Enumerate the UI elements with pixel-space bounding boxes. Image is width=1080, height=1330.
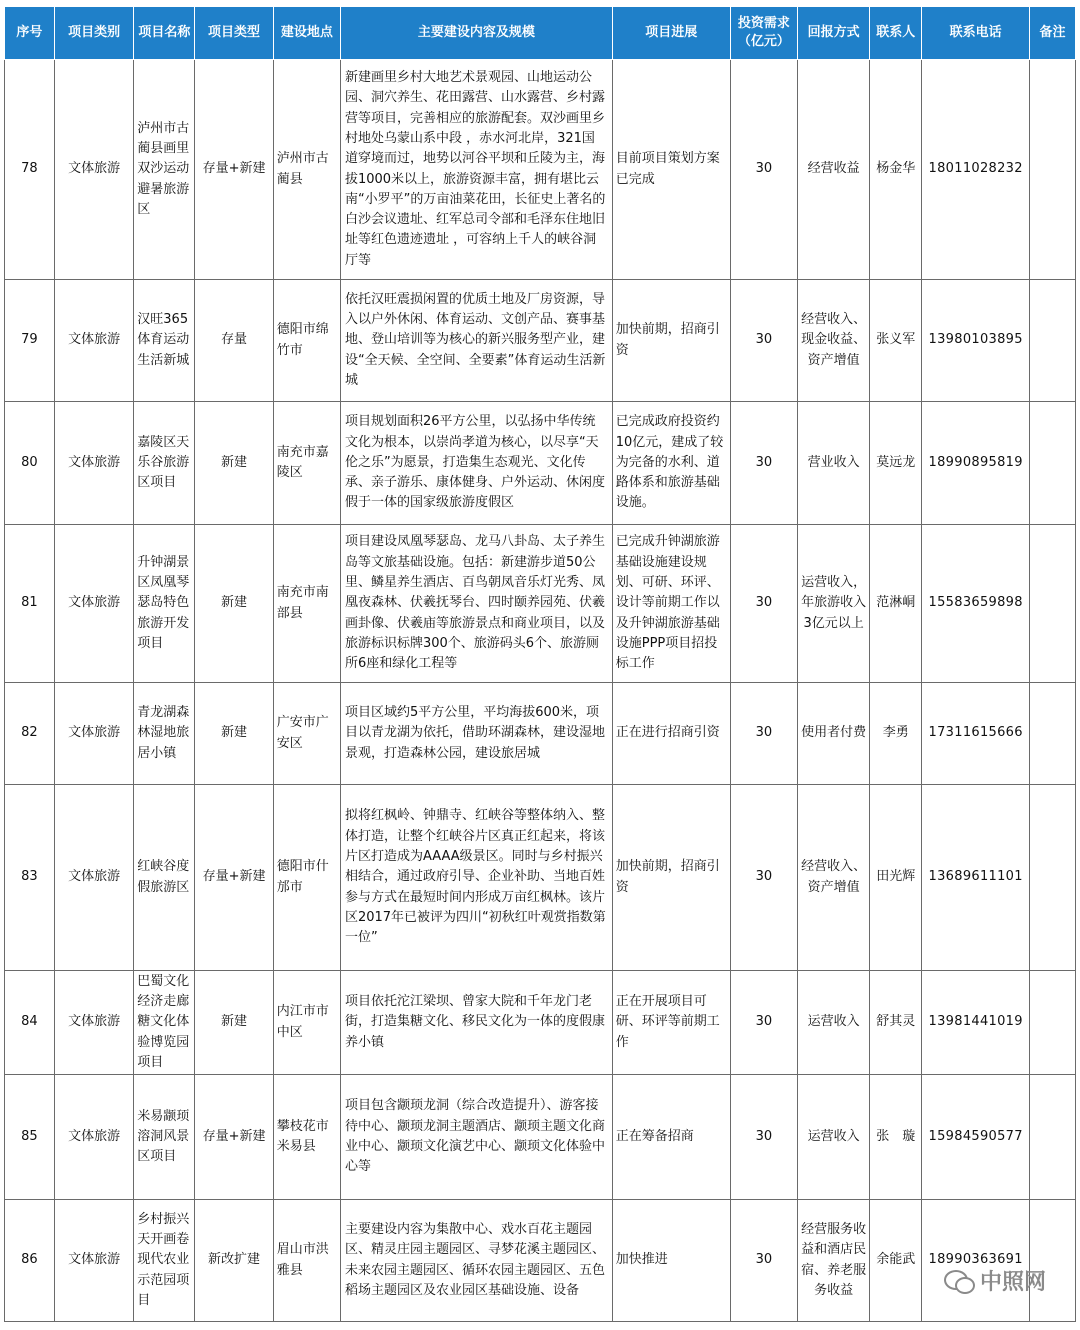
cell-investment: 30 — [730, 1200, 797, 1322]
cell-contact: 杨金华 — [870, 60, 922, 280]
cell-contact: 余能武 — [870, 1200, 922, 1322]
table-row — [5, 683, 1076, 785]
cell-phone: 18011028232 — [922, 60, 1030, 280]
table-row — [5, 1200, 1076, 1322]
cell-phone: 18990895819 — [922, 402, 1030, 525]
cell-contact: 舒其灵 — [870, 971, 922, 1075]
cell-phone: 17311615666 — [922, 683, 1030, 785]
cell-return: 经营收入、现金收益、资产增值 — [798, 280, 870, 402]
cell-return: 运营收入 — [798, 971, 870, 1075]
cell-content: 项目建设凤凰琴瑟岛、龙马八卦岛、太子养生岛等文旅基础设施。包括：新建游步道50公里、鳞星养生酒店、百鸟朝凤音乐灯光秀、凤凰夜森林、伏羲抚琴台、四时颐养园苑、伏羲画卦像、伏羲庙等旅游景点和商业项目，以及旅游标识标牌300个、旅游码头6个、旅游厕所6座和绿化工程等 — [340, 525, 612, 683]
cell-no: 80 — [5, 402, 55, 525]
cell-contact: 田光辉 — [870, 785, 922, 971]
header-name: 项目名称 — [134, 7, 195, 60]
cell-note — [1030, 971, 1076, 1075]
header-category: 项目类别 — [54, 7, 133, 60]
cell-type: 新建 — [195, 683, 273, 785]
cell-contact: 莫远龙 — [870, 402, 922, 525]
cell-category: 文体旅游 — [54, 525, 133, 683]
cell-phone: 13689611101 — [922, 785, 1030, 971]
cell-location: 德阳市什邡市 — [273, 785, 340, 971]
cell-return: 运营收入，年旅游收入3亿元以上 — [798, 525, 870, 683]
cell-name: 乡村振兴天开画卷现代农业示范园项目 — [134, 1200, 195, 1322]
cell-contact: 张义军 — [870, 280, 922, 402]
cell-note — [1030, 280, 1076, 402]
cell-name: 红峡谷度假旅游区 — [134, 785, 195, 971]
cell-type: 存量+新建 — [195, 1075, 273, 1200]
cell-location: 南充市南部县 — [273, 525, 340, 683]
cell-type: 新建 — [195, 525, 273, 683]
cell-no: 85 — [5, 1075, 55, 1200]
table-row — [5, 60, 1076, 280]
cell-content: 项目依托沱江梁坝、曾家大院和千年龙门老街，打造集糖文化、移民文化为一体的度假康养小镇 — [340, 971, 612, 1075]
cell-contact: 范淋峒 — [870, 525, 922, 683]
cell-content: 项目包含颛顼龙洞（综合改造提升）、游客接待中心、颛顼龙洞主题酒店、颛顼主题文化商业中心、颛顼文化演艺中心、颛顼文化体验中心等 — [340, 1075, 612, 1200]
cell-investment: 30 — [730, 971, 797, 1075]
cell-content: 项目规划面积26平方公里，以弘扬中华传统文化为根本，以崇尚孝道为核心，以尽享“天伦之乐”为愿景，打造集生态观光、文化传承、亲子游乐、康体健身、户外运动、休闲度假于一体的国家级旅游度假区 — [340, 402, 612, 525]
cell-location: 攀枝花市米易县 — [273, 1075, 340, 1200]
cell-return: 运营收入 — [798, 1075, 870, 1200]
table-row — [5, 525, 1076, 683]
cell-return: 营业收入 — [798, 402, 870, 525]
cell-no: 84 — [5, 971, 55, 1075]
watermark — [944, 1265, 1046, 1296]
cell-type: 存量+新建 — [195, 60, 273, 280]
cell-progress: 目前项目策划方案已完成 — [612, 60, 730, 280]
cell-name: 嘉陵区天乐谷旅游区项目 — [134, 402, 195, 525]
cell-phone: 18990363691 — [922, 1200, 1030, 1322]
cell-content: 拟将红枫岭、钟鼎寺、红峡谷等整体纳入、整体打造，让整个红峡谷片区真正红起来，将该片区打造成为AAAA级景区。同时与乡村振兴相结合，通过政府引导、企业补助、当地百姓参与方式在最短时间内形成万亩红枫林。该片区2017年已被评为四川“初秋红叶观赏指数第一位” — [340, 785, 612, 971]
cell-note — [1030, 1200, 1076, 1322]
cell-progress: 正在进行招商引资 — [612, 683, 730, 785]
project-table — [4, 6, 1076, 1322]
header-row — [5, 7, 1076, 60]
cell-name: 泸州市古蔺县画里双沙运动避暑旅游区 — [134, 60, 195, 280]
cell-note — [1030, 1075, 1076, 1200]
cell-return: 经营收入、资产增值 — [798, 785, 870, 971]
cell-location: 内江市市中区 — [273, 971, 340, 1075]
cell-progress: 已完成升钟湖旅游基础设施建设规划、可研、环评、设计等前期工作以及升钟湖旅游基础设施PPP项目招投标工作 — [612, 525, 730, 683]
header-contact: 联系人 — [870, 7, 922, 60]
header-note: 备注 — [1030, 7, 1076, 60]
table-row — [5, 402, 1076, 525]
cell-category: 文体旅游 — [54, 280, 133, 402]
table-row — [5, 785, 1076, 971]
cell-content: 新建画里乡村大地艺术景观园、山地运动公园、洞穴养生、花田露营、山水露营、乡村露营等项目，完善相应的旅游配套。双沙画里乡村地处乌蒙山系中段 ，赤水河北岸，321国道穿境而过，地势以河谷平坝和丘陵为主，海拔1000米以上，旅游资源丰富，拥有堪比云南“小罗平”的万亩油菜花田，长征史上著名的白沙会议遗址、红军总司令部和毛泽东住地旧址等红色遗迹遗址 ，可容纳上千人的峡谷洞厅等 — [340, 60, 612, 280]
cell-location: 眉山市洪雅县 — [273, 1200, 340, 1322]
cell-type: 新建 — [195, 402, 273, 525]
cell-note — [1030, 785, 1076, 971]
header-content: 主要建设内容及规模 — [340, 7, 612, 60]
cell-investment: 30 — [730, 683, 797, 785]
table-row — [5, 971, 1076, 1075]
header-type: 项目类型 — [195, 7, 273, 60]
cell-name: 汉旺365体育运动生活新城 — [134, 280, 195, 402]
cell-location: 泸州市古蔺县 — [273, 60, 340, 280]
cell-contact: 张 璇 — [870, 1075, 922, 1200]
cell-category: 文体旅游 — [54, 971, 133, 1075]
cell-category: 文体旅游 — [54, 785, 133, 971]
cell-no: 82 — [5, 683, 55, 785]
cell-progress: 加快前期，招商引资 — [612, 785, 730, 971]
cell-category: 文体旅游 — [54, 402, 133, 525]
header-progress: 项目进展 — [612, 7, 730, 60]
table-row — [5, 1075, 1076, 1200]
cell-phone: 13980103895 — [922, 280, 1030, 402]
cell-no: 83 — [5, 785, 55, 971]
cell-investment: 30 — [730, 402, 797, 525]
cell-name: 青龙湖森林湿地旅居小镇 — [134, 683, 195, 785]
cell-content: 依托汉旺震损闲置的优质土地及厂房资源，导入以户外休闲、体育运动、文创产品、赛事基地、登山培训等为核心的新兴服务型产业，建设“全天候、全空间、全要素”体育运动生活新城 — [340, 280, 612, 402]
cell-no: 78 — [5, 60, 55, 280]
cell-progress: 加快推进 — [612, 1200, 730, 1322]
cell-type: 新改扩建 — [195, 1200, 273, 1322]
cell-progress: 已完成政府投资约10亿元，建成了较为完备的水利、道路体系和旅游基础设施。 — [612, 402, 730, 525]
cell-category: 文体旅游 — [54, 1075, 133, 1200]
header-no: 序号 — [5, 7, 55, 60]
header-phone: 联系电话 — [922, 7, 1030, 60]
cell-return: 经营收益 — [798, 60, 870, 280]
cell-return: 使用者付费 — [798, 683, 870, 785]
cell-progress: 正在筹备招商 — [612, 1075, 730, 1200]
cell-location: 南充市嘉陵区 — [273, 402, 340, 525]
cell-return: 经营服务收益和酒店民宿、养老服务收益 — [798, 1200, 870, 1322]
cell-phone: 13981441019 — [922, 971, 1030, 1075]
cell-type: 存量+新建 — [195, 785, 273, 971]
cell-content: 主要建设内容为集散中心、戏水百花主题园区、精灵庄园主题园区、寻梦花溪主题园区、未来农园主题园区、循环农园主题园区、五色稻场主题园区及农业园区基础设施、设备 — [340, 1200, 612, 1322]
cell-content: 项目区域约5平方公里，平均海拔600米，项目以青龙湖为依托，借助环湖森林，建设湿地景观，打造森林公园，建设旅居城 — [340, 683, 612, 785]
cell-type: 新建 — [195, 971, 273, 1075]
cell-no: 86 — [5, 1200, 55, 1322]
cell-contact: 李勇 — [870, 683, 922, 785]
cell-no: 79 — [5, 280, 55, 402]
table-row — [5, 280, 1076, 402]
cell-note — [1030, 402, 1076, 525]
watermark-text: 中照网 — [979, 1270, 1046, 1295]
cell-phone: 15583659898 — [922, 525, 1030, 683]
cell-investment: 30 — [730, 785, 797, 971]
cell-phone: 15984590577 — [922, 1075, 1030, 1200]
wechat-icon — [944, 1268, 974, 1294]
cell-category: 文体旅游 — [54, 60, 133, 280]
cell-investment: 30 — [730, 280, 797, 402]
cell-investment: 30 — [730, 1075, 797, 1200]
header-investment: 投资需求（亿元） — [730, 7, 797, 60]
cell-investment: 30 — [730, 525, 797, 683]
cell-category: 文体旅游 — [54, 683, 133, 785]
header-return: 回报方式 — [798, 7, 870, 60]
cell-note — [1030, 60, 1076, 280]
cell-no: 81 — [5, 525, 55, 683]
cell-note — [1030, 683, 1076, 785]
cell-type: 存量 — [195, 280, 273, 402]
cell-progress: 正在开展项目可研、环评等前期工作 — [612, 971, 730, 1075]
cell-name: 米易颛顼溶洞风景区项目 — [134, 1075, 195, 1200]
cell-name: 升钟湖景区凤凰琴瑟岛特色旅游开发项目 — [134, 525, 195, 683]
cell-location: 德阳市绵竹市 — [273, 280, 340, 402]
header-location: 建设地点 — [273, 7, 340, 60]
cell-category: 文体旅游 — [54, 1200, 133, 1322]
cell-name: 巴蜀文化经济走廊糖文化体验博览园项目 — [134, 971, 195, 1075]
cell-note — [1030, 525, 1076, 683]
cell-location: 广安市广安区 — [273, 683, 340, 785]
cell-progress: 加快前期，招商引资 — [612, 280, 730, 402]
cell-investment: 30 — [730, 60, 797, 280]
